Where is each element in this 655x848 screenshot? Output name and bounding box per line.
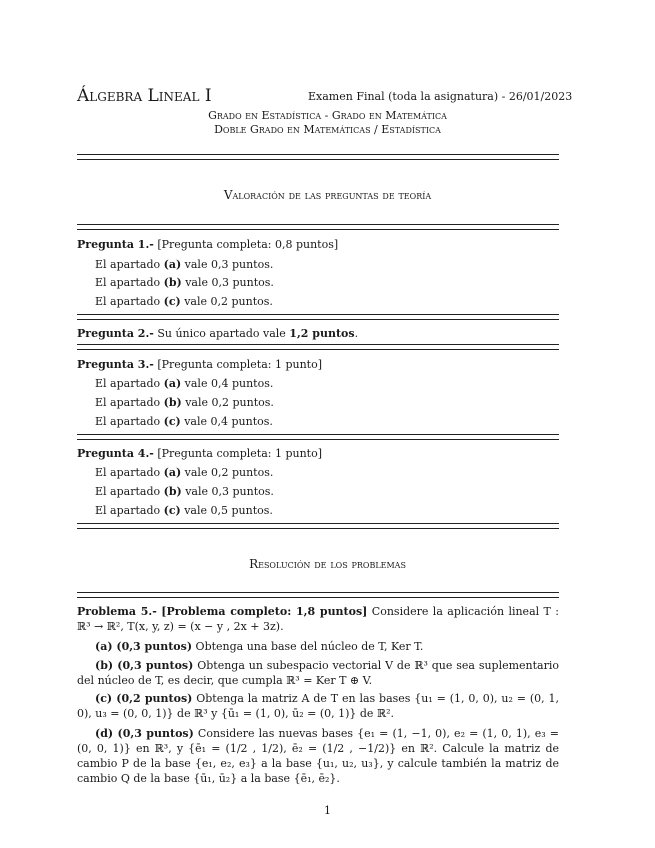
question-4-summary: [Pregunta completa: 1 punto] <box>157 447 322 460</box>
item-value: vale 0,5 puntos. <box>184 504 273 517</box>
problem-5-part-b <box>77 658 559 688</box>
question-3-item-c <box>95 415 273 428</box>
item-text: El apartado <box>95 258 161 271</box>
part-a-text: Obtenga una base del núcleo de T, Ker T. <box>195 640 424 653</box>
item-value: vale 0,3 puntos. <box>184 258 274 271</box>
question-2-points: 1,2 puntos <box>289 327 355 340</box>
problem-5-part-d <box>77 726 559 786</box>
question-1-summary: [Pregunta completa: 0,8 puntos] <box>157 238 339 251</box>
item-part: (a) <box>163 377 182 390</box>
question-4-label: Pregunta 4.- <box>77 447 154 460</box>
item-text: El apartado <box>95 276 161 289</box>
theory-rule-3 <box>77 434 559 440</box>
theory-rule-2 <box>77 344 559 350</box>
question-4-item-a <box>95 466 273 479</box>
question-2-heading <box>77 327 358 340</box>
item-part: (b) <box>163 276 182 289</box>
theory-rule-top <box>77 224 559 230</box>
header-rule <box>77 154 559 160</box>
question-1-heading <box>77 238 338 251</box>
item-value: vale 0,2 puntos. <box>184 295 273 308</box>
item-value: vale 0,3 puntos. <box>185 485 274 498</box>
question-4-item-c <box>95 504 273 517</box>
part-b-label: (b) (0,3 puntos) <box>95 659 194 672</box>
item-text: El apartado <box>95 466 161 479</box>
problem-5-label: Problema 5.- <box>77 605 157 618</box>
item-value: vale 0,4 puntos. <box>184 415 273 428</box>
item-text: El apartado <box>95 396 161 409</box>
problems-rule <box>77 592 559 598</box>
question-1-label: Pregunta 1.- <box>77 238 154 251</box>
problem-5-summary: [Problema completo: 1,8 puntos] <box>161 605 368 618</box>
page-number: 1 <box>324 804 331 817</box>
question-3-label: Pregunta 3.- <box>77 358 154 371</box>
degree-line-2: Doble Grado en Matemáticas / Estadística <box>214 123 441 136</box>
question-4-heading <box>77 447 322 460</box>
question-3-item-a <box>95 377 273 390</box>
question-1-item-c <box>95 295 273 308</box>
theory-rule-1 <box>77 314 559 320</box>
item-part: (a) <box>163 466 182 479</box>
item-value: vale 0,3 puntos. <box>185 276 274 289</box>
item-text: El apartado <box>95 415 161 428</box>
question-1-item-a <box>95 258 273 271</box>
item-text: El apartado <box>95 295 161 308</box>
question-2-text: Su único apartado vale <box>157 327 286 340</box>
course-title: Álgebra Lineal I <box>77 86 212 106</box>
item-part: (c) <box>163 415 181 428</box>
problem-5-part-a <box>77 639 559 654</box>
part-b-text: Obtenga un subespacio vectorial V de ℝ³ que sea suplementario del núcleo de T, es decir, que cumpla ℝ³ = Ker T ⊕ V. <box>77 659 560 687</box>
item-text: El apartado <box>95 377 161 390</box>
question-4-item-b <box>95 485 274 498</box>
item-value: vale 0,2 puntos. <box>185 396 274 409</box>
question-2-label: Pregunta 2.- <box>77 327 154 340</box>
question-3-item-b <box>95 396 274 409</box>
problems-section-title: Resolución de los problemas <box>249 557 406 571</box>
item-value: vale 0,2 puntos. <box>184 466 274 479</box>
problem-5-part-c <box>77 691 559 721</box>
question-3-heading <box>77 358 322 371</box>
part-c-text: Obtenga la matriz A de T en las bases {u₁ = (1, 0, 0), u₂ = (0, 1, 0), u₃ = (0, 0, 1)} de ℝ³ y {ū₁ = (1, 0), ū₂ = (0, 1)} de ℝ². <box>77 692 559 720</box>
item-text: El apartado <box>95 485 161 498</box>
part-d-text: Considere las nuevas bases {e₁ = (1, −1, 0), e₂ = (1, 0, 1), e₃ = (0, 0, 1)} en ℝ³, y {ē₁ = (1/2 , 1/2), ē₂ = (1/2 , −1/2)} en ℝ². Calcule la matriz de cambio P de la base {e₁, e₂, e₃} a la base {u₁, u₂, u₃}, y calcule también la matriz de cambio Q de la base {ū₁, ū₂} a la base {ē₁, ē₂}. <box>77 727 559 785</box>
question-2-text-end: . <box>354 327 359 340</box>
exam-info: Examen Final (toda la asignatura) - 26/01/2023 <box>308 90 573 103</box>
part-c-label: (c) (0,2 puntos) <box>95 692 193 705</box>
problem-5-intro-text: Considere la aplicación lineal T : ℝ³ → ℝ², T(x, y, z) = (x − y , 2x + 3z). <box>77 605 560 633</box>
item-text: El apartado <box>95 504 161 517</box>
part-d-label: (d) (0,3 puntos) <box>95 727 194 740</box>
part-a-label: (a) (0,3 puntos) <box>95 640 193 653</box>
item-part: (a) <box>163 258 182 271</box>
problem-5-intro <box>77 604 559 634</box>
item-part: (b) <box>163 396 182 409</box>
item-part: (c) <box>163 295 181 308</box>
item-value: vale 0,4 puntos. <box>184 377 274 390</box>
item-part: (b) <box>163 485 182 498</box>
theory-rule-bottom <box>77 523 559 529</box>
item-part: (c) <box>163 504 181 517</box>
theory-section-title: Valoración de las preguntas de teoría <box>223 188 432 202</box>
degree-line-1: Grado en Estadística - Grado en Matemática <box>208 109 447 122</box>
question-1-item-b <box>95 276 274 289</box>
question-3-summary: [Pregunta completa: 1 punto] <box>157 358 322 371</box>
